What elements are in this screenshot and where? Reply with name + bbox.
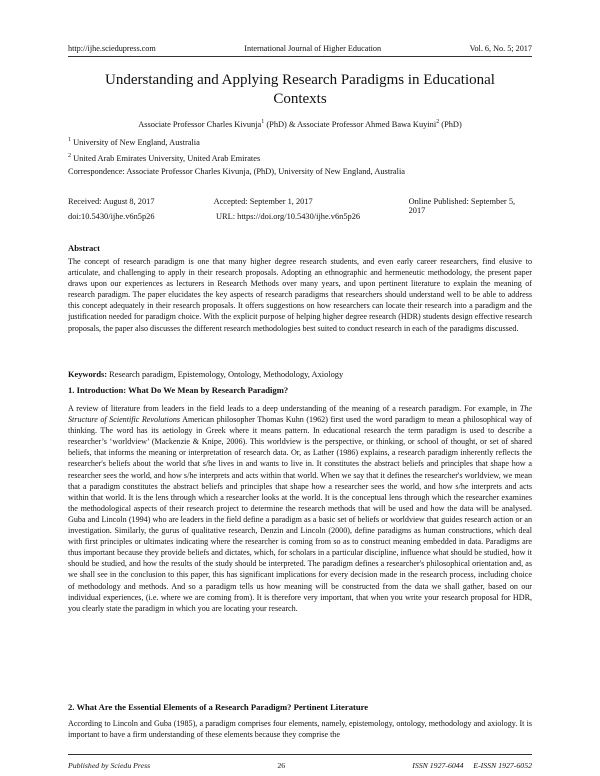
author-2-sup: 2	[436, 119, 440, 125]
correspondence: Correspondence: Associate Professor Charles Kivunja, (PhD), University of New England, Australia	[68, 167, 406, 176]
abstract-text	[68, 256, 532, 334]
section-2-text	[68, 718, 532, 740]
journal-name: International Journal of Higher Education	[244, 44, 382, 53]
paper-title	[68, 71, 532, 109]
section-1-start: A review of literature from leaders in the field leads to a deep understanding of the meaning of a research paradigm. For example, in	[68, 404, 520, 413]
section-1-heading: 1. Introduction: What Do We Mean by Research Paradigm?	[68, 385, 289, 395]
section-1-rest: American philosopher Thomas Kuhn (1962) first used the word paradigm to mean a philosophical way of thinking. The word has its aetiology in Greek where it means pattern. In educational research the term paradigm is used to describe a researcher’s ‘worldview’ (Mackenzie & Knipe, 2006). This worldview is the perspective, or thinking, or school of thought, or set of shared beliefs, that informs the meaning or interpretation of research data. Or, as Lather (1986) explains, a research paradigm inherently reflects the researcher's beliefs about the world that s/he lives in and wants to live in. It constitutes the abstract beliefs and principles that shape how a researcher sees the world, and how s/he interprets and acts within that world. When we say that it defines the researcher's worldview, we mean that a paradigm constitutes the abstract beliefs and principles that shape how a researcher sees the world, and how s/he interprets and acts within that world. It is the lens through which a researcher looks at the world. It is the conceptual lens through which the researcher examines the methodological aspects of their research project to determine the research methods that will be used and how the data will be analysed. Guba and Lincoln (1994) who are leaders in the field define a paradigm as a basic set of beliefs or worldview that guides research action or an investigation. Similarly, the gurus of qualitative research, Denzin and Lincoln (2000), define paradigms as human constructions, which deal with first principles or ultimates indicating where the researcher is coming from so as to construct meaning embedded in data. Paradigms are thus important because they provide beliefs and dictates, which, for scholars in a particular discipline, influence what should be studied, how it should be studied, and how the results of the study should be interpreted. The paradigm defines a researcher's philosophical orientation and, as we shall see in the conclusion to this paper, this has significant implications for every decision made in the research process, including choice of methodology and methods. And so a paradigm tells us how meaning will be constructed from the data we shall gather, based on our individual experiences, (i.e. where we are coming from). It is therefore very important, that when you write your research proposal for HDR, you clearly state the paradigm in which you are locating your research.	[68, 415, 533, 613]
affiliation-1-text: University of New England, Australia	[71, 137, 200, 147]
volume-info: Vol. 6, No. 5; 2017	[469, 44, 532, 53]
keywords	[68, 370, 343, 379]
section-2-heading: 2. What Are the Essential Elements of a Research Paradigm? Pertinent Literature	[68, 702, 369, 712]
author-end: (PhD)	[439, 119, 462, 129]
doi-url[interactable]: URL: https://doi.org/10.5430/ijhe.v6n5p26	[216, 212, 361, 221]
keywords-list: Research paradigm, Epistemology, Ontology, Methodology, Axiology	[107, 370, 344, 379]
section-2-paragraph: According to Lincoln and Guba (1985), a paradigm comprises four elements, namely, epistemology, ontology, methodology and axiology. It is important to have a firm understanding of these elements because they comprise the	[68, 719, 532, 740]
section-1-text	[68, 403, 532, 614]
affiliation-2-sup: 2	[68, 153, 71, 159]
affiliation-1-sup: 1	[68, 137, 71, 143]
keywords-label: Keywords:	[68, 370, 108, 379]
published-date: Online Published: September 5, 2017	[408, 197, 516, 215]
section-1-paragraph	[68, 403, 532, 614]
author-mid: (PhD) & Associate Professor Ahmed Bawa Kuyini	[264, 119, 437, 129]
publisher: Published by Sciedu Press	[68, 761, 151, 770]
footer-rule	[68, 754, 532, 755]
accepted-date: Accepted: September 1, 2017	[213, 197, 313, 206]
affiliation-2	[68, 153, 260, 163]
title-line-1: Understanding and Applying Research Paradigms in Educational	[105, 72, 495, 88]
journal-url[interactable]: http://ijhe.sciedupress.com	[68, 44, 156, 53]
author-1-sup: 1	[261, 119, 265, 125]
doi: doi:10.5430/ijhe.v6n5p26	[68, 212, 155, 221]
received-date: Received: August 8, 2017	[68, 197, 155, 206]
affiliation-2-text: United Arab Emirates University, United Arab Emirates	[71, 153, 261, 163]
header-rule	[68, 56, 532, 57]
abstract-heading: Abstract	[68, 243, 100, 253]
page-footer	[68, 761, 532, 770]
doi-row	[68, 212, 532, 221]
issn: ISSN 1927-6044 E-ISSN 1927-6052	[412, 761, 532, 770]
book-title: The Structure of Scientific Revolutions	[68, 404, 532, 425]
abstract-paragraph: The concept of research paradigm is one that many higher degree research students, and even early career researchers, find elusive to articulate, and challenging to apply in their research proposals. Adopting an ethnographic and hermeneutic methodology, the present paper draws upon our experiences as lecturers in Research Methods over many years, and upon pertinent literature to explain the meaning of research paradigm. The paper elucidates the key aspects of research paradigms that researchers should understand well to be able to address this concept adequately in their research proposals. It offers suggestions on how researchers can locate their research into a paradigm and the justification needed for paradigm choice. With the explicit purpose of helping higher degree research (HDR) students design effective research proposals, the paper also discusses the different research methodologies best suited to conduct research in each of the paradigms discussed.	[68, 257, 532, 333]
page-number: 26	[277, 761, 286, 770]
title-line-2: Contexts	[273, 91, 327, 107]
affiliation-1	[68, 137, 200, 147]
author-line	[68, 119, 532, 129]
author-1: Associate Professor Charles Kivunja	[138, 119, 262, 129]
running-header	[68, 44, 532, 53]
